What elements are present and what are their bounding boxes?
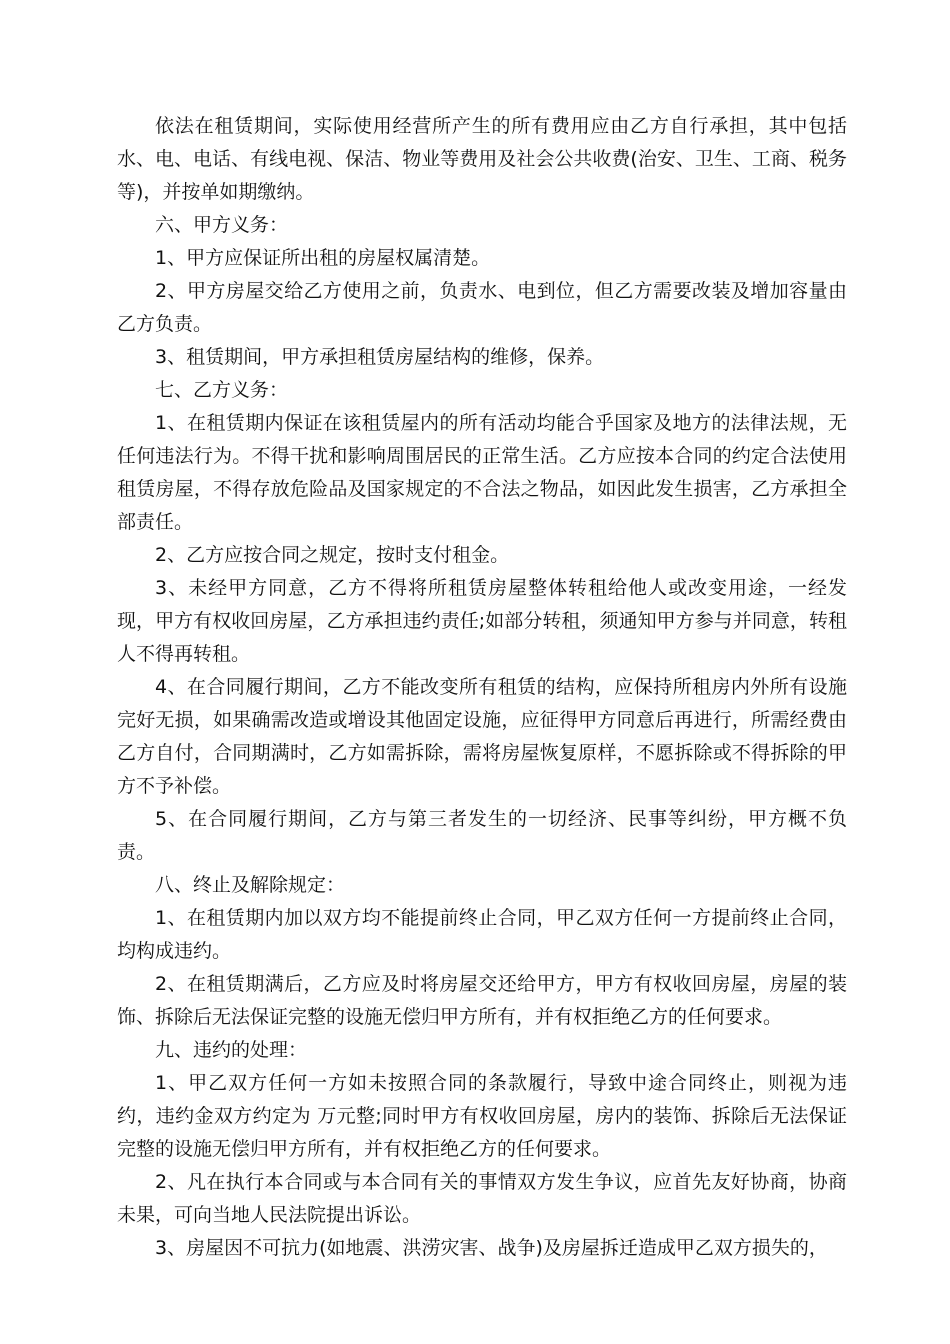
paragraph-b-3: 3、未经甲方同意，乙方不得将所租赁房屋整体转租给他人或改变用途，一经发现，甲方有权收回房屋，乙方承担违约责任;如部分转租，须通知甲方参与并同意，转租人不得再转租。 xyxy=(117,577,847,665)
paragraph-breach-1: 1、甲乙双方任何一方如未按照合同的条款履行，导致中途合同终止，则视为违约，违约金双方约定为 万元整;同时甲方有权收回房屋，房内的装饰、拆除后无法保证完整的设施无偿归甲方所有，并有权拒绝乙方的任何要求。 xyxy=(117,1072,847,1160)
paragraph-a-1: 1、甲方应保证所出租的房屋权属清楚。 xyxy=(155,247,491,269)
paragraph-b-5: 5、在合同履行期间，乙方与第三者发生的一切经济、民事等纠纷，甲方概不负责。 xyxy=(117,808,847,863)
paragraph-b-2: 2、乙方应按合同之规定，按时支付租金。 xyxy=(155,544,510,566)
heading-party-a-obligations: 六、甲方义务： xyxy=(155,214,289,236)
paragraph-b-4: 4、在合同履行期间，乙方不能改变所有租赁的结构，应保持所租房内外所有设施完好无损，如果确需改造或增设其他固定设施，应征得甲方同意后再进行，所需经费由乙方自付，合同期满时，乙方如需拆除，需将房屋恢复原样，不愿拆除或不得拆除的甲方不予补偿。 xyxy=(117,676,847,797)
paragraph-termination-1: 1、在租赁期内加以双方均不能提前终止合同，甲乙双方任何一方提前终止合同，均构成违约。 xyxy=(117,907,847,962)
paragraph-fees: 依法在租赁期间，实际使用经营所产生的所有费用应由乙方自行承担，其中包括水、电、电话、有线电视、保洁、物业等费用及社会公共收费(治安、卫生、工商、税务等)，并按单如期缴纳。 xyxy=(117,115,847,203)
heading-breach: 九、违约的处理： xyxy=(155,1039,308,1061)
paragraph-breach-3: 3、房屋因不可抗力(如地震、洪涝灾害、战争)及房屋拆迁造成甲乙双方损失的， xyxy=(155,1237,828,1259)
heading-termination: 八、终止及解除规定： xyxy=(155,874,346,896)
paragraph-b-1: 1、在租赁期内保证在该租赁屋内的所有活动均能合乎国家及地方的法律法规，无任何违法行为。不得干扰和影响周围居民的正常生活。乙方应按本合同的约定合法使用租赁房屋，不得存放危险品及国家规定的不合法之物品，如因此发生损害，乙方承担全部责任。 xyxy=(117,412,847,533)
paragraph-a-3: 3、租赁期间，甲方承担租赁房屋结构的维修，保养。 xyxy=(155,346,605,368)
document-body xyxy=(117,110,847,1265)
paragraph-termination-2: 2、在租赁期满后，乙方应及时将房屋交还给甲方，甲方有权收回房屋，房屋的装饰、拆除后无法保证完整的设施无偿归甲方所有，并有权拒绝乙方的任何要求。 xyxy=(117,973,847,1028)
heading-party-b-obligations: 七、乙方义务： xyxy=(155,379,289,401)
paragraph-breach-2: 2、凡在执行本合同或与本合同有关的事情双方发生争议，应首先友好协商，协商未果，可向当地人民法院提出诉讼。 xyxy=(117,1171,847,1226)
paragraph-a-2: 2、甲方房屋交给乙方使用之前，负责水、电到位，但乙方需要改装及增加容量由乙方负责。 xyxy=(117,280,847,335)
